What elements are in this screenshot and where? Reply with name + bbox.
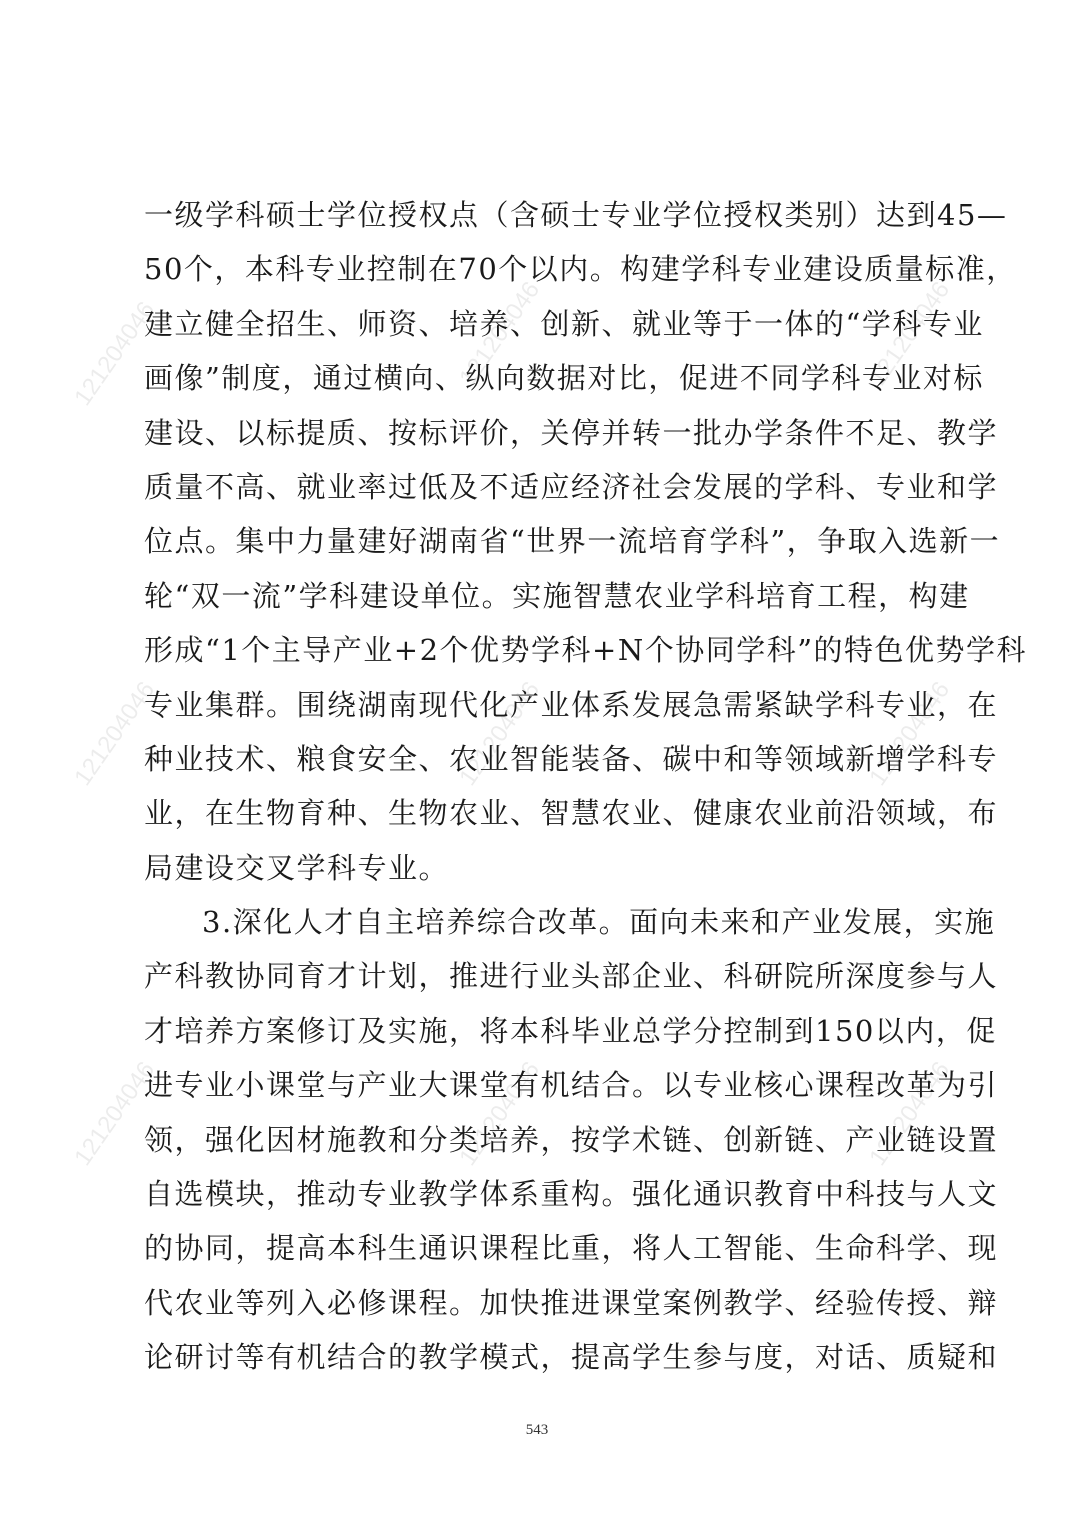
- text-line: 代农业等列入必修课程。加快推进课堂案例教学、经验传授、辩: [144, 1285, 999, 1320]
- text-line: 50个，本科专业控制在70个以内。构建学科专业建设质量标准，: [144, 252, 1017, 287]
- text-line: 领，强化因材施教和分类培养，按学术链、创新链、产业链设置: [144, 1122, 999, 1157]
- text-line: 业，在生物育种、生物农业、智慧农业、健康农业前沿领域，布: [144, 796, 999, 831]
- text-line: 画像”制度，通过横向、纵向数据对比，促进不同学科专业对标: [144, 361, 984, 396]
- text-line: 进专业小课堂与产业大课堂有机结合。以专业核心课程改革为引: [144, 1068, 999, 1103]
- text-line: 位点。集中力量建好湖南省“世界一流培育学科”，争取入选新一: [144, 524, 1001, 559]
- text-line: 论研讨等有机结合的教学模式，提高学生参与度，对话、质疑和: [144, 1340, 999, 1375]
- watermark-3: 121204046: [864, 276, 956, 391]
- watermark-8: 121204046: [454, 1056, 546, 1171]
- paragraph-start-line: 3.深化人才自主培养综合改革。面向未来和产业发展，实施: [202, 905, 996, 940]
- text-line: 形成“1个主导产业+2个优势学科+N个协同学科”的特色优势学科: [144, 633, 1028, 668]
- text-line: 自选模块，推动专业教学体系重构。强化通识教育中科技与人文: [144, 1177, 999, 1212]
- text-line: 轮“双一流”学科建设单位。实施智慧农业学科培育工程，构建: [144, 578, 970, 613]
- text-line: 局建设交叉学科专业。: [144, 850, 450, 885]
- text-line: 才培养方案修订及实施，将本科毕业总学分控制到150以内，促: [144, 1013, 997, 1048]
- text-line: 建设、以标提质、按标评价，关停并转一批办学条件不足、教学: [144, 415, 999, 450]
- watermark-7: 121204046: [69, 1056, 161, 1171]
- text-line: 的协同，提高本科生通识课程比重，将人工智能、生命科学、现: [144, 1231, 999, 1266]
- page-number: 543: [525, 1422, 549, 1438]
- text-line: 专业集群。围绕湖南现代化产业体系发展急需紧缺学科专业，在: [144, 687, 999, 722]
- watermark-6: 121204046: [864, 676, 956, 791]
- watermark-1: 121204046: [69, 296, 161, 411]
- text-line: 建立健全招生、师资、培养、创新、就业等于一体的“学科专业: [144, 306, 984, 341]
- watermark-4: 121204046: [69, 676, 161, 791]
- text-line: 一级学科硕士学位授权点（含硕士专业学位授权类别）达到45—: [144, 198, 1008, 232]
- text-line: 种业技术、粮食安全、农业智能装备、碳中和等领域新增学科专: [144, 741, 999, 776]
- body-text: [144, 188, 1028, 1385]
- watermark-9: 121204046: [864, 1056, 956, 1171]
- watermark-2: 121204046: [454, 276, 546, 391]
- text-line: 产科教协同育才计划，推进行业头部企业、科研院所深度参与人: [144, 959, 999, 994]
- watermark-5: 121204046: [454, 676, 546, 791]
- text-line: 质量不高、就业率过低及不适应经济社会发展的学科、专业和学: [144, 469, 999, 504]
